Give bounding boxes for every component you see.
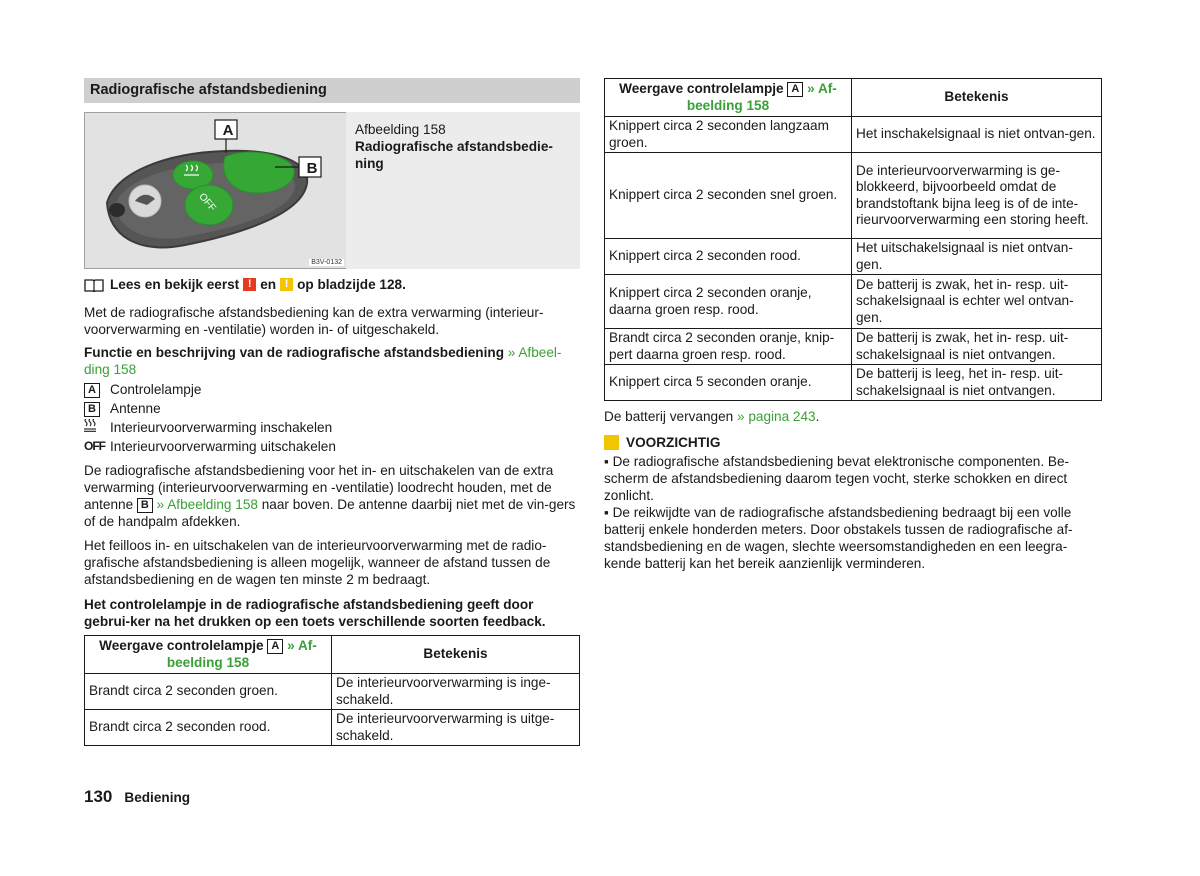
cell-meaning: De batterij is leeg, het in- resp. uit-schakelsignaal is niet ontvangen. [852,365,1102,401]
cell-meaning: Het inschakelsignaal is niet ontvan-gen. [852,117,1102,153]
table-row [605,153,1102,239]
table-row [605,117,1102,153]
cell-display: Brandt circa 2 seconden groen. [85,674,332,710]
legend-text: Controlelampje [110,382,202,397]
off-key-label: OFF [196,191,218,214]
legend-text: Antenne [110,401,161,416]
caution-heading [604,435,1102,450]
antenna-figure-link[interactable]: » Afbeelding 158 [156,497,258,512]
cell-meaning: De batterij is zwak, het in- resp. uit-schakelsignaal is niet ontvangen. [852,329,1102,365]
col-display-header-symbol: A [787,82,803,97]
cell-meaning: De batterij is zwak, het in- resp. uit-schakelsignaal is echter wel ontvan-gen. [852,275,1102,329]
caution-item-text: De reikwijdte van de radiografische afstandsbediening bedraagt bij een volle batterij enkele honderden meters. Door obstakels tussen de radiografische af-standsbediening en de wagen, slechte weersomstandigheden en een leegra-kende batterij kan het bereik aanzienlijk verminderen. [604,505,1073,571]
col-display-header [85,636,332,674]
section-title: Radiografische afstandsbediening [84,78,580,103]
paragraph-distance: Het feilloos in- en uitschakelen van de interieurvoorverwarming met de radio-grafische afstandsbediening is alleen mogelijk, wanneer de afstand tussen de afstandsbediening en de wagen ten minste 2 m bedraagt. [84,538,551,587]
heat-icon [84,419,96,432]
col-display-header-link[interactable]: » Af-beelding 158 [166,638,317,670]
page-number: 130 [84,787,113,806]
label-a: A [222,122,234,139]
cell-display: Brandt circa 2 seconden oranje, knip-pert daarna groen resp. rood. [605,329,852,365]
remote-control-image [84,112,348,269]
cell-display: Knippert circa 5 seconden oranje. [605,365,852,401]
col-meaning-header: Betekenis [852,79,1102,117]
label-b: B [306,160,318,177]
read-first-pre: Lees en bekijk eerst [110,277,240,292]
legend-text: Interieurvoorverwarming uitschakelen [110,439,336,454]
remote-control-illustration [85,113,347,268]
legend-text: Interieurvoorverwarming inschakelen [110,420,333,435]
table-row [85,674,580,710]
caution-title: VOORZICHTIG [626,435,721,450]
figure-code: B3V-0132 [311,259,342,266]
table-row [605,365,1102,401]
legend-symbol-a: A [84,383,100,398]
right-column [604,78,1102,572]
legend-item [84,437,580,456]
table-row [605,329,1102,365]
battery-line [604,408,1102,425]
indicator-table-right [604,78,1102,401]
page-footer [84,787,190,807]
table-row [605,239,1102,275]
caution-item [604,504,1102,572]
left-column [84,78,580,746]
cell-display: Knippert circa 2 seconden langzaam groen. [605,117,852,153]
function-heading [84,344,580,378]
indicator-table-left [84,635,580,746]
figure-title: Radiografische afstandsbedie-ning [355,139,553,171]
cell-display: Knippert circa 2 seconden rood. [605,239,852,275]
col-display-header-symbol: A [267,639,283,654]
chapter-name: Bediening [124,790,191,805]
warning-red-icon: ! [243,278,256,291]
read-first-mid: en [260,277,277,292]
col-meaning-header: Betekenis [332,636,580,674]
cell-meaning: De interieurvoorverwarming is inge-schakeld. [332,674,580,710]
legend-item [84,399,580,418]
col-display-header [605,79,852,117]
cell-meaning: De interieurvoorverwarming is ge-blokkeerd, bijvoorbeeld omdat de brandstoftank bijna leeg is of de inte-rieurvoorverwarming een storing heeft. [852,153,1102,239]
paragraph-antenna-post: naar boven. De antenne daarbij niet met de vin-gers of de handpalm afdekken. [84,497,576,529]
cell-display: Brandt circa 2 seconden rood. [85,710,332,746]
figure-number: Afbeelding 158 [355,122,446,137]
cell-display: Knippert circa 2 seconden oranje, daarna groen resp. rood. [605,275,852,329]
cell-meaning: Het uitschakelsignaal is niet ontvan-gen. [852,239,1102,275]
legend-item [84,418,580,437]
col-display-header-text: Weergave controlelampje [619,81,784,96]
bullet-icon: ▪ [604,454,613,469]
antenna-symbol: B [137,498,153,513]
legend-item [84,380,580,399]
legend-list [84,380,580,456]
figure-caption [346,112,580,269]
caution-item-text: De radiografische afstandsbediening bevat elektronische componenten. Be-scherm de afstandsbediening daarom tegen vocht, sterke schokken en direct zonlicht. [604,454,1070,503]
legend-symbol-b: B [84,402,100,417]
battery-period: . [815,409,820,424]
function-title: Functie en beschrijving van de radiografische afstandsbediening [84,345,504,360]
caution-icon [604,435,619,450]
table-row [605,275,1102,329]
read-first-post: op bladzijde 128. [297,277,406,292]
off-symbol: OFF [84,439,105,453]
book-icon [84,278,104,292]
caution-item [604,453,1102,504]
intro-paragraph: Met de radiografische afstandsbediening kan de extra verwarming (interieur-voorverwarming en -ventilatie) worden in- of uitgeschakeld. [84,305,544,337]
bullet-icon: ▪ [604,505,613,520]
function-link[interactable]: » Afbeel-ding 158 [84,345,562,377]
paragraph-antenna-pre: De radiografische afstandsbediening voor het in- en uitschakelen van de extra verwarming (interieurvoorverwarming en -ventilatie) loodrecht houden, met de antenne [84,463,554,512]
figure [84,112,580,269]
paragraph-feedback: Het controlelampje in de radiografische afstandsbediening geeft door gebrui-ker na het drukken op een toets verschillende soorten feedback. [84,597,546,629]
paragraph-antenna [84,462,580,530]
col-display-header-text: Weergave controlelampje [99,638,264,653]
warning-yellow-icon: ! [280,278,293,291]
battery-text: De batterij vervangen [604,409,734,424]
battery-page-link[interactable]: » pagina 243 [737,409,816,424]
table-row [85,710,580,746]
cell-meaning: De interieurvoorverwarming is uitge-schakeld. [332,710,580,746]
col-display-header-link[interactable]: » Af-beelding 158 [686,81,837,113]
read-first-line [84,277,580,292]
cell-display: Knippert circa 2 seconden snel groen. [605,153,852,239]
